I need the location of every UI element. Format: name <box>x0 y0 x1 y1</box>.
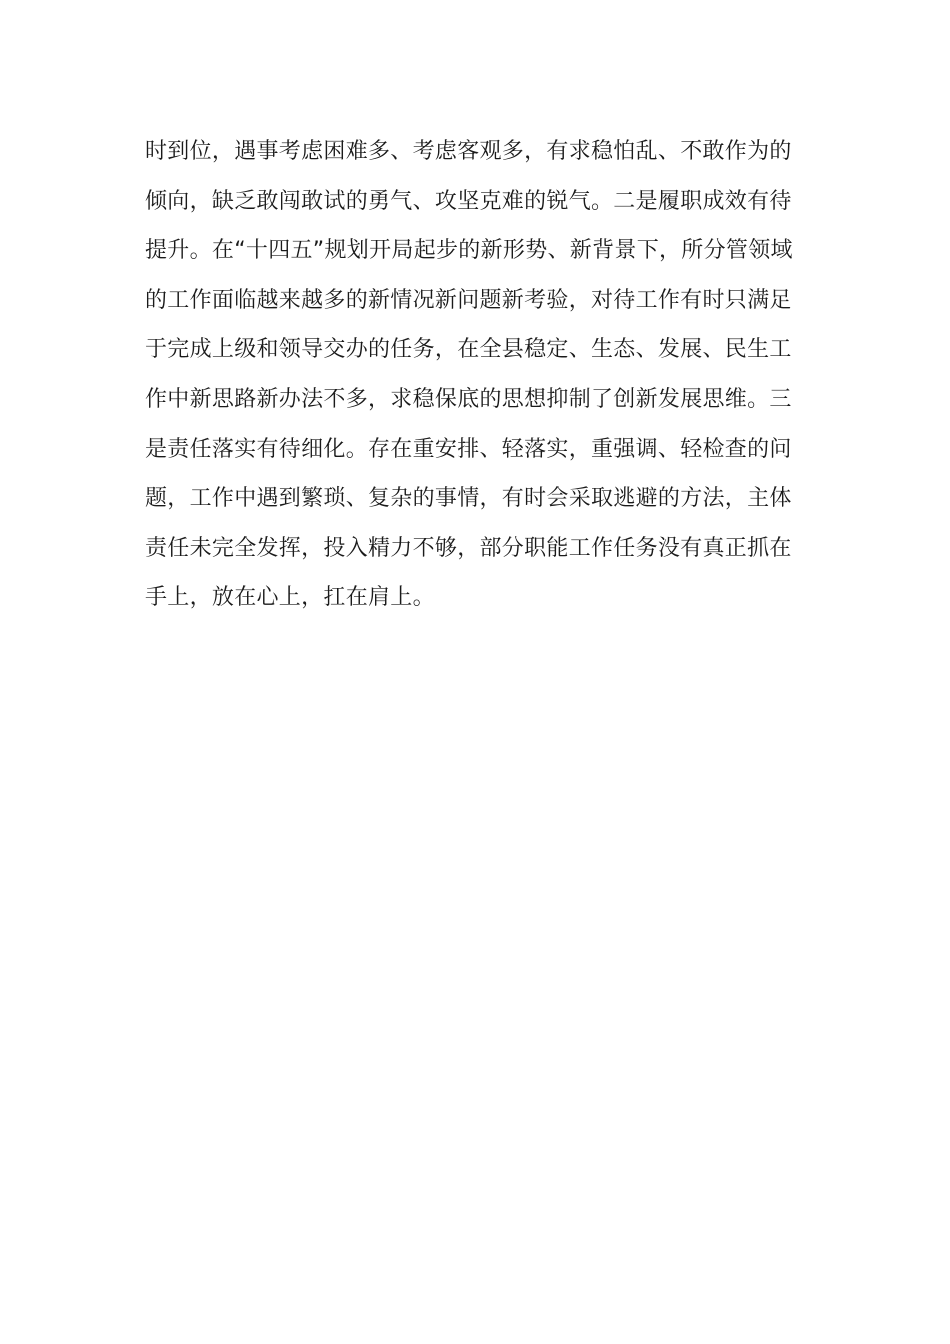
paragraph-line: 手上，放在心上，扛在肩上。 <box>145 585 435 611</box>
paragraph-line: 责任未完全发挥，投入精力不够，部分职能工作任务没有真正抓在 <box>145 535 792 561</box>
paragraph-line: 倾向，缺乏敢闯敢试的勇气、攻坚克难的锐气。二是履职成效有待 <box>145 188 792 214</box>
paragraph-line: 作中新思路新办法不多，求稳保底的思想抑制了创新发展思维。三 <box>145 386 792 412</box>
paragraph-line: 时到位，遇事考虑困难多、考虑客观多，有求稳怕乱、不敢作为的 <box>145 139 792 164</box>
paragraph-line: 题，工作中遇到繁琐、复杂的事情，有时会采取逃避的方法，主体 <box>145 486 792 512</box>
paragraph-line: 是责任落实有待细化。存在重安排、轻落实，重强调、轻检查的问 <box>145 436 792 462</box>
paragraph-line: 于完成上级和领导交办的任务，在全县稳定、生态、发展、民生工 <box>145 337 792 363</box>
body-paragraph <box>145 127 815 623</box>
paragraph-line: 提升。在“十四五”规划开局起步的新形势、新背景下，所分管领域 <box>145 238 793 264</box>
paragraph-line: 的工作面临越来越多的新情况新问题新考验，对待工作有时只满足 <box>145 287 792 313</box>
